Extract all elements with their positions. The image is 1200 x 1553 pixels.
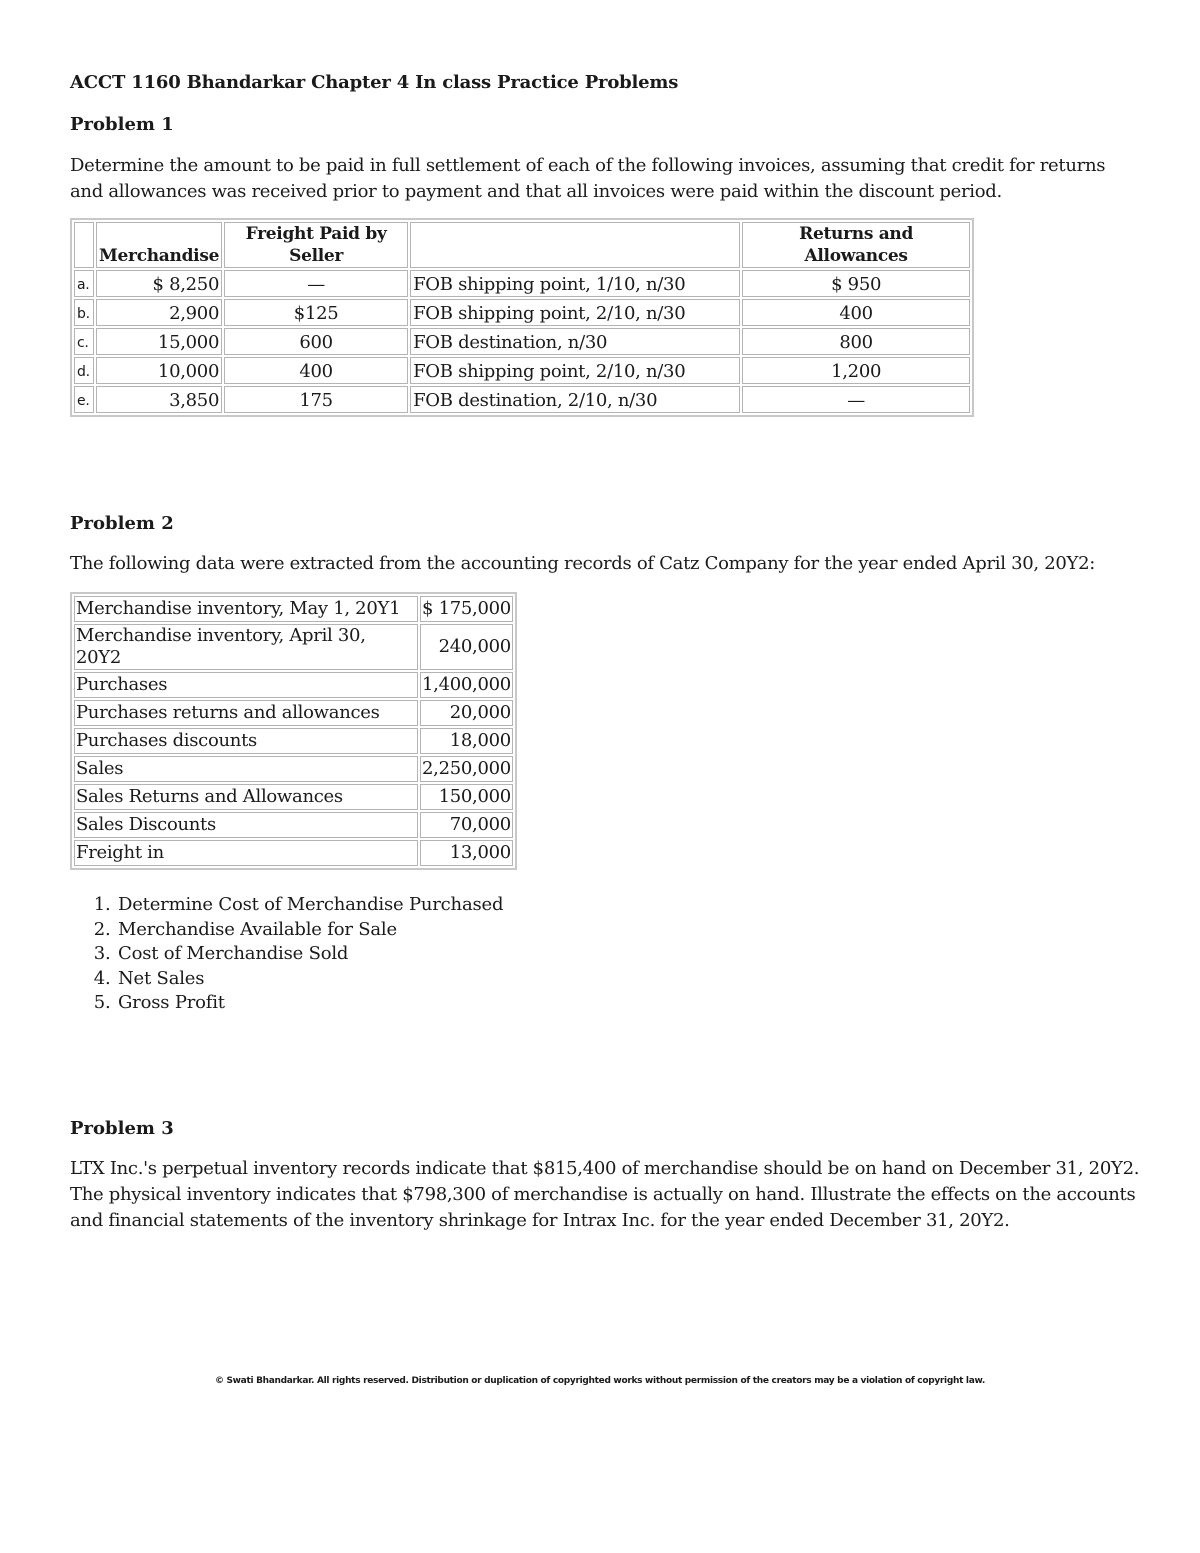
data-value: 18,000	[420, 728, 513, 754]
invoice-terms: FOB shipping point, 1/10, n/30	[410, 270, 740, 297]
data-row	[74, 756, 513, 782]
data-value: $ 175,000	[420, 596, 513, 622]
problem2-heading: Problem 2	[70, 513, 174, 534]
invoice-returns: 800	[742, 328, 970, 355]
task-item: 1. Determine Cost of Merchandise Purchased	[116, 893, 503, 918]
invoice-returns: 1,200	[742, 357, 970, 384]
task-item: 3. Cost of Merchandise Sold	[116, 942, 503, 967]
task-item: 5. Gross Profit	[116, 991, 503, 1016]
data-row	[74, 596, 513, 622]
data-value: 2,250,000	[420, 756, 513, 782]
invoice-row	[74, 299, 970, 326]
invoice-letter: c.	[74, 328, 94, 355]
invoice-row	[74, 386, 970, 413]
invoices-header-row	[74, 222, 970, 268]
invoice-letter: a.	[74, 270, 94, 297]
invoice-terms: FOB shipping point, 2/10, n/30	[410, 299, 740, 326]
data-value: 1,400,000	[420, 672, 513, 698]
data-label: Purchases discounts	[74, 728, 418, 754]
problem3-heading: Problem 3	[70, 1118, 174, 1139]
invoice-terms: FOB destination, n/30	[410, 328, 740, 355]
invoice-freight: 400	[224, 357, 408, 384]
data-row	[74, 784, 513, 810]
header-freight: Freight Paid by Seller	[224, 222, 408, 268]
data-label: Purchases	[74, 672, 418, 698]
header-terms	[410, 222, 740, 268]
problem1-heading: Problem 1	[70, 114, 174, 135]
problem1-instructions: Determine the amount to be paid in full settlement of each of the following invoices, assuming that credit for returns and allowances was received prior to payment and that all invoices were paid within the discount period.	[70, 155, 1106, 202]
invoice-returns: —	[742, 386, 970, 413]
invoice-returns: $ 950	[742, 270, 970, 297]
task-item: 2. Merchandise Available for Sale	[116, 918, 503, 943]
invoice-merchandise: $ 8,250	[96, 270, 222, 297]
data-row	[74, 672, 513, 698]
invoice-freight: 600	[224, 328, 408, 355]
problem3-text: LTX Inc.'s perpetual inventory records indicate that $815,400 of merchandise should be on hand on December 31, 20Y2. The physical inventory indicates that $798,300 of merchandise is actually on hand. Illustrate the effects on the accounts and financial statements of the inventory shrinkage for Intrax Inc. for the year ended December 31, 20Y2.	[70, 1158, 1140, 1231]
data-label: Merchandise inventory, May 1, 20Y1	[74, 596, 418, 622]
header-merchandise: Merchandise	[96, 222, 222, 268]
data-row	[74, 624, 513, 670]
header-letter	[74, 222, 94, 268]
problem2-task-list	[70, 893, 503, 1016]
invoice-merchandise: 2,900	[96, 299, 222, 326]
problem2-instructions: The following data were extracted from the accounting records of Catz Company for the year ended April 30, 20Y2:	[70, 553, 1096, 574]
invoice-freight: 175	[224, 386, 408, 413]
catz-data-table	[70, 592, 517, 870]
document-title: ACCT 1160 Bhandarkar Chapter 4 In class Practice Problems	[70, 72, 679, 93]
invoice-letter: d.	[74, 357, 94, 384]
invoice-returns: 400	[742, 299, 970, 326]
invoice-row	[74, 357, 970, 384]
data-label: Sales	[74, 756, 418, 782]
invoice-terms: FOB shipping point, 2/10, n/30	[410, 357, 740, 384]
data-label: Purchases returns and allowances	[74, 700, 418, 726]
data-value: 13,000	[420, 840, 513, 866]
data-row	[74, 700, 513, 726]
data-row	[74, 840, 513, 866]
invoice-merchandise: 15,000	[96, 328, 222, 355]
data-label: Freight in	[74, 840, 418, 866]
invoice-freight: $125	[224, 299, 408, 326]
invoices-table	[70, 218, 974, 417]
invoice-terms: FOB destination, 2/10, n/30	[410, 386, 740, 413]
data-label: Sales Discounts	[74, 812, 418, 838]
data-value: 70,000	[420, 812, 513, 838]
data-label: Sales Returns and Allowances	[74, 784, 418, 810]
data-row	[74, 812, 513, 838]
data-value: 20,000	[420, 700, 513, 726]
data-value: 240,000	[420, 624, 513, 670]
invoice-row	[74, 328, 970, 355]
task-item: 4. Net Sales	[116, 967, 503, 992]
invoice-merchandise: 3,850	[96, 386, 222, 413]
invoice-row	[74, 270, 970, 297]
invoice-merchandise: 10,000	[96, 357, 222, 384]
data-row	[74, 728, 513, 754]
copyright-footer: © Swati Bhandarkar. All rights reserved. Distribution or duplication of copyrighted works without permission of the creators may be a violation of copyright law.	[214, 1376, 986, 1386]
invoice-letter: e.	[74, 386, 94, 413]
data-value: 150,000	[420, 784, 513, 810]
header-returns: Returns and Allowances	[742, 222, 970, 268]
invoice-letter: b.	[74, 299, 94, 326]
data-label: Merchandise inventory, April 30, 20Y2	[74, 624, 418, 670]
invoice-freight: —	[224, 270, 408, 297]
